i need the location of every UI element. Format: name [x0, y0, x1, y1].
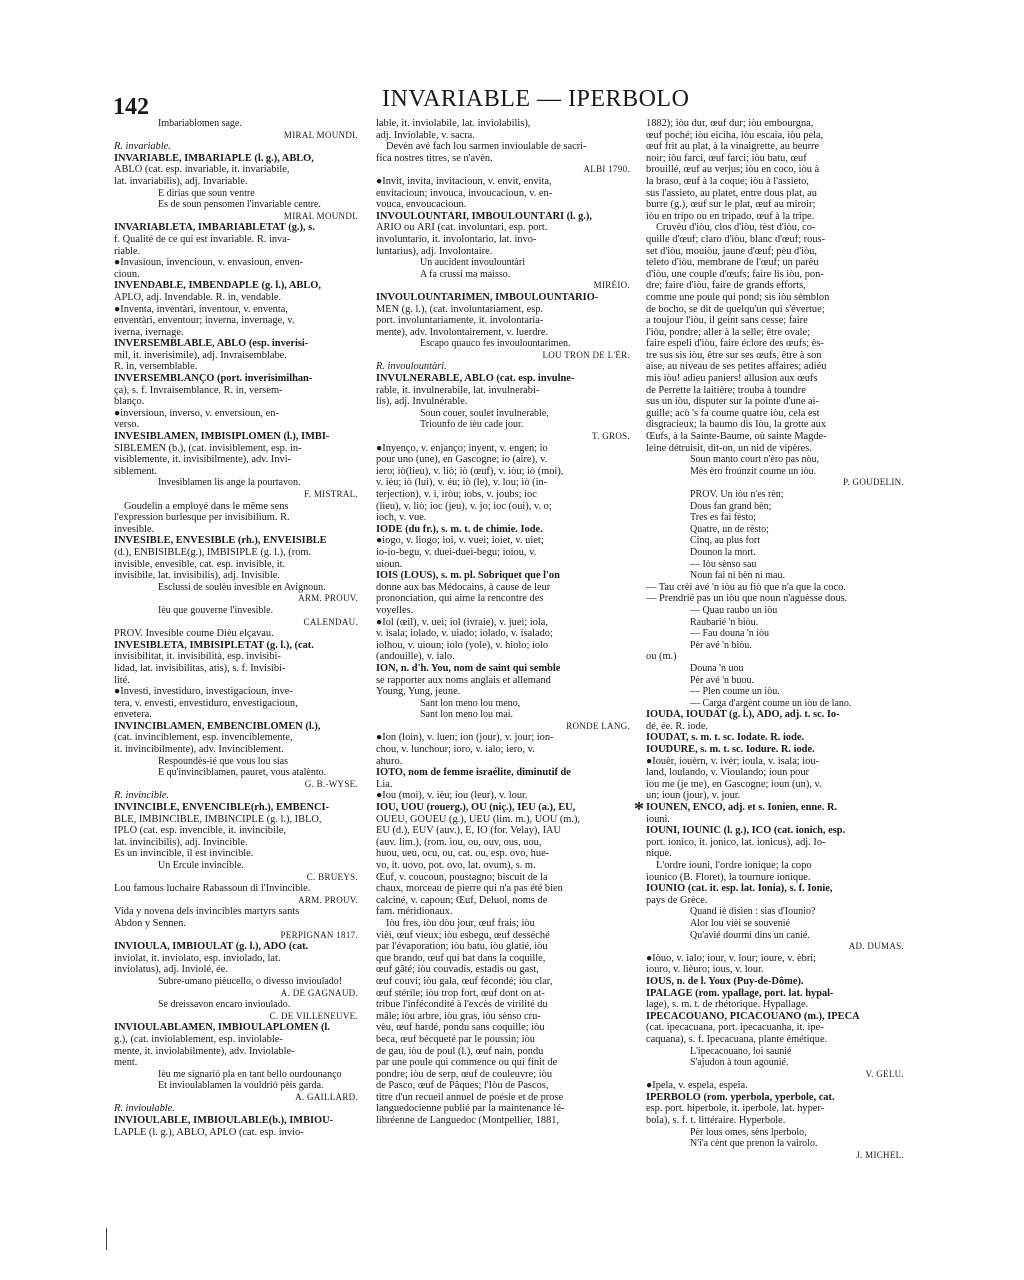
text-line: Mès èro froúnzit coume un iòu. [690, 465, 817, 477]
text-line: A. GAILLARD. [295, 1091, 358, 1102]
text-line: mente, it. inviolabilmente), adv. Inviolable- [114, 1045, 295, 1057]
text-line: INVIOULA, IMBIOULAT (g. l.), ADO (cat. [114, 941, 309, 953]
text-line: RONDE LANG. [566, 720, 630, 731]
text-line: faire espeli d'iòu, faire éclore des œufs; ès- [646, 338, 824, 350]
text-line: ●Iol (œil), v. uei; iol (ivraie), v. juei; iola, [376, 616, 548, 628]
text-line: Devèn avé fach lou sarmen invioulable de sacri- [386, 141, 587, 153]
text-line: de Perrette la laitière; trouba à toundre [646, 384, 806, 396]
text-line: Cruvèu d'iòu, clos d'iòu, tèst d'iòu, co- [656, 222, 816, 234]
text-line: quille d'œuf; claro d'iòu, blanc d'œuf; rous- [646, 233, 826, 245]
edge-tick-bottom-left [106, 1228, 107, 1250]
text-line: Respoundès-ié que vous lou sias [158, 755, 288, 767]
text-line: Subre-umano pièucello, o divesso invioulado! [158, 975, 343, 987]
text-line: lat. invincibilis), adj. Invincible. [114, 836, 248, 848]
text-line: ABLO (cat. esp. invariable, it. invariabile, [114, 164, 290, 176]
text-line: R. invariable. [114, 141, 171, 153]
text-line: PERPIGNAN 1817. [280, 929, 358, 940]
text-line: leine détruisit, dit-on, un nid de vipères. [646, 442, 812, 454]
text-line: LOU TRON DE L'ÈR. [542, 349, 630, 360]
text-line: CALENDAU. [303, 616, 358, 627]
text-line: donne aux bas Médocains, à cause de leur [376, 581, 551, 593]
text-line: io-io-begu, v. duei-duei-begu; ioiou, v. [376, 546, 537, 558]
text-line: Triounfo de ièu cade jour. [420, 419, 524, 431]
text-line: Goudelin a employé dans le même sens [124, 500, 289, 512]
text-line: terjection), v. i, iròu; iobs, v. joubs; ioc [376, 489, 537, 500]
text-line: ●Iou (moi), v. ièu; iou (leur), v. lour. [376, 790, 528, 802]
text-line: iounico (B. Floret), la tournure ionique. [646, 871, 811, 883]
text-line: Tres es fai fèsto; [690, 512, 757, 524]
text-line: envitacioun; invouca, invoucacioun, v. en- [376, 187, 553, 199]
text-line: ION, n. d'h. You, nom de saint qui semble [376, 662, 561, 674]
text-line: se rapporter aux noms anglais et allemand [376, 674, 551, 686]
text-line: ●Ion (loin), v. luen; ion (jour), v. jour; ion- [376, 732, 554, 744]
text-line: land, loulando, v. Vioulando; ioun pour [646, 767, 810, 779]
text-line: Douna 'n uou [690, 662, 744, 674]
text-line: INVESIBLE, ENVESIBLE (rh.), ENVEISIBLE [114, 535, 327, 547]
text-line: Et invioulablamen la vouldrió pèis garda. [158, 1080, 324, 1092]
text-line: INVULNERABLE, ABLO (cat. esp. invulne- [376, 373, 575, 385]
text-line: (lieu), v. liò; ioc (jeu), v. jo; ioc (oui), v. o; [376, 500, 552, 512]
text-line: — Quau raubo un iòu [690, 604, 778, 616]
text-line: vèu, œuf hardé, pondu sans coquille; iòu [376, 1022, 545, 1034]
text-line: riable. [114, 245, 141, 257]
text-line: INVERSEMBLABLE, ABLO (esp. inverisi- [114, 338, 309, 350]
text-line: nique. [646, 848, 672, 860]
text-line: Raubarié 'n biòu. [690, 616, 759, 628]
text-line: vo, it. uovo, pot. ovo, lat. ovum), s. m. [376, 860, 536, 871]
text-line: 1882); iòu dur, œuf dur; iòu embourgna, [646, 118, 814, 129]
text-line: Ièu me signarió pla en tant bello ourdounanço [158, 1068, 342, 1080]
text-line: IOUDURE, s. m. t. sc. Iodure. R. iode. [646, 744, 815, 756]
text-line: port. involuntariamente, it. involontaria- [376, 315, 544, 327]
text-line: tera, v. envesti, envestiduro, envestigacioun, [114, 697, 298, 709]
text-line: T. GROS. [592, 431, 630, 442]
text-line: R. in, versemblable. [114, 361, 198, 373]
text-line: œuf gâté; iòu couvadis, estadis ou gast, [376, 964, 539, 976]
text-line: Vida y novena dels invincibles martyrs sants [114, 906, 300, 918]
text-line: siblement. [114, 465, 157, 477]
text-line: AD. DUMAS. [848, 941, 904, 952]
text-line: IOIS (LOUS), s. m. pl. Sobriquet que l'on [376, 570, 560, 582]
text-line: iouni. [646, 813, 670, 825]
text-line: A. DE GAGNAUD. [280, 987, 358, 998]
text-line: IOTO, nom de femme israélite, diminutif de [376, 767, 571, 779]
text-line: lité. [114, 674, 130, 686]
text-line: IOUNIO (cat. it. esp. lat. Ionia), s. f. Ionie, [646, 883, 833, 895]
text-line: IOUS, n. de l. Youx (Puy-de-Dôme). [646, 975, 804, 987]
text-line: — Plen coume un iòu. [690, 686, 780, 698]
text-line: ioch, v. vue. [376, 512, 427, 524]
text-line: INVINCIBLE, ENVENCIBLE(rh.), EMBENCI- [114, 802, 330, 814]
text-line: par une poule qui commence ou qui finit de [376, 1057, 558, 1069]
text-line: v. ièu; iò (lui), v. éu; iò (le), v. lou; iò (in- [376, 477, 548, 489]
text-line: lat. invariabilis), adj. Invariable. [114, 175, 248, 187]
column-middle [376, 118, 638, 1127]
text-line: R. invioulable. [114, 1103, 175, 1115]
text-line: par l'évaporation; iòu batu, iòu glatié, iòu [376, 941, 548, 953]
text-line: port. ionico, it. jonico, lat. ionicus), adj. Io- [646, 836, 826, 848]
text-line: — Tau crèi avé 'n iòu au fiò que n'a que la coco. [646, 581, 846, 593]
text-line: Ièu que gouverne l'invesible. [158, 604, 274, 616]
text-line: tribue l'infécondité à l'excès de virilité du [376, 999, 548, 1011]
text-line: iòu en tripo ou en tripado, œuf à la tripe. [646, 210, 815, 222]
text-line: œuf poché; iòu eiciha, iòu escaia, iòu pela, [646, 129, 824, 141]
text-line: it. invincibilmente), adv. Invinciblement. [114, 744, 284, 756]
text-line: R. invincible. [114, 790, 170, 802]
text-line: de Pasco, œuf de Pâques; l'Iòu de Pascos, [376, 1080, 549, 1092]
text-line: Abdon y Sennen. [114, 917, 186, 929]
text-line: set d'iòu, mouiòu, jaune d'œuf; pèu d'iòu, [646, 245, 817, 257]
text-line: IPERBOLO (rom. yperbola, yperbole, cat. [646, 1091, 835, 1103]
text-line: g.), (cat. inviolablement, esp. inviolable- [114, 1033, 283, 1045]
text-line: INVESIBLAMEN, IMBISIPLOMEN (l.), IMBI- [114, 431, 330, 443]
text-line: visiblemente, it. invisibilmente), adv. Invi- [114, 454, 292, 466]
text-line: MIRÈIO. [593, 280, 630, 291]
text-line: Dous fan grand bèn; [690, 500, 772, 512]
text-line: INVESIBLETA, IMBISIPLETAT (g. l.), (cat. [114, 639, 314, 651]
text-line: IPLO (cat. esp. invencible, it. invincibile, [114, 825, 286, 837]
text-line: burre (g.), œuf sur le plat, œuf au miroir; [646, 199, 816, 211]
text-line: Sant lon meno lou meno, [420, 697, 521, 709]
text-line: fica nostres titres, se n'avèn. [376, 152, 493, 164]
text-line: IÒU, UÒU (rouerg.), ÒU (niç.), IÉU (a.), ÉU, [376, 802, 576, 814]
text-line: C. DE VILLENEUVE. [269, 1010, 358, 1021]
text-line: IOUDA, IOUDAT (g. l.), ADO, adj. t. sc. Io- [646, 709, 840, 721]
text-line: ●Iòuo, v. ialo; iour, v. lour; ioure, v. èbri; [646, 952, 817, 964]
text-line: titre d'un recueil annuel de poésie et de prose [376, 1091, 564, 1103]
text-line: PROV. Un iòu n'es rèn; [690, 489, 784, 500]
text-line: aise, au niveau de ses petites affaires; adiéu [646, 361, 827, 373]
text-line: R. invoulountàri. [376, 361, 447, 373]
text-line: Alor lou vièi se souvenié [690, 917, 790, 929]
text-line: brouillé, œuf au verjus; iòu en coco, iòu à [646, 164, 820, 176]
text-line: N'i'a cènt que prenon la vairolo. [690, 1138, 818, 1150]
text-line: Cinq, au plus fort [690, 535, 760, 547]
text-line: S'ajudon à toun agounié. [690, 1057, 789, 1069]
text-line: ●Inyenço, v. enjanço; inyent, v. engen; io [376, 442, 548, 454]
text-line: iero; iò(lieu), v. liò; iò (œuf), v. iòu; iò (moi), [376, 465, 564, 477]
text-line: œuf stérile; iòu trop fort, œuf dont on at- [376, 987, 545, 999]
text-line: beca, œuf bécqueté par le poussin; iòu [376, 1033, 535, 1045]
text-line: Esclussi de soulèu invesible en Avignoun. [158, 581, 326, 593]
text-line: Noun fai ni bèn ni mau. [690, 570, 785, 582]
text-line: huou, ueu, ocu, ou, cat. ou, esp. ovo, hue- [376, 848, 550, 860]
text-line: mil, it. inverisimile), adj. Invraisemblabe. [114, 349, 287, 361]
text-line: inviolatus), adj. Inviolé, ée. [114, 964, 228, 976]
text-line: invisibilitat, it. invisibilità, esp. invisibi- [114, 651, 281, 663]
text-line: ça), s. f. Invraisemblance. R. in, versem- [114, 384, 283, 396]
text-line: voyelles. [376, 604, 414, 616]
text-line: dre; faire d'iòu, faire de grands efforts, [646, 280, 806, 292]
text-line: invisible, envesible, cat. esp. invisible, it. [114, 558, 286, 570]
text-line: LAPLE (l. g.), ABLO, APLO (cat. esp. invio- [114, 1126, 304, 1138]
text-line: pour uno (une), en Gascogne; io (aire), v. [376, 454, 548, 466]
text-line: la braso, œuf à la coque; iòu à l'assieto, [646, 175, 809, 187]
text-line: chou, v. lunchour; ioro, v. ialo; iero, v. [376, 744, 535, 756]
text-line: invesible. [114, 523, 155, 535]
text-line: mente), adv. Involontairement, v. luerdre. [376, 326, 549, 338]
text-line: ●iogo, v. liogo; ioi, v. vuei; ioiet, v. uiet; [376, 535, 544, 547]
text-line: bola), s. f. t. littéraire. Hyperbole. [646, 1115, 786, 1127]
text-line: Œufs, à la Sainte-Baume, où sainte Magde- [646, 431, 827, 443]
text-line: L'ordre iouni, l'ordre ionique; la copo [656, 860, 812, 871]
text-line: mis iòu! adieu paniers! allusion aux œufs [646, 373, 818, 385]
text-line: noir; iòu farci, œuf farci; iòu batu, œuf [646, 152, 807, 164]
text-line: ●Inventa, inventàri, inventour, v. enventa, [114, 303, 288, 315]
text-line: vièi, œuf vieux; iòu esbegu, œuf desséché [376, 929, 550, 941]
text-line: Quand iè disien : sias d'Iounio? [690, 906, 816, 918]
text-line: E qu'invinciblamen, pauret, vous atalènto. [158, 767, 327, 779]
text-line: IPECACOUANO, PICACOUANO (m.), IPECA [646, 1010, 860, 1022]
text-line: INVIOULABLE, IMBIOULABLE(b.), IMBIOU- [114, 1115, 334, 1127]
running-head: INVARIABLE — IPERBOLO [382, 86, 690, 112]
text-line: INVOULOUNTÀRI, IMBOULOUNTÀRI (l. g.), [376, 210, 592, 222]
text-line: disgracieux; la baumo dis Iòu, la grotte aux [646, 419, 827, 431]
text-line: F. MISTRAL. [304, 489, 358, 499]
text-line: MIRAL MOUNDI. [283, 210, 358, 221]
text-line: un; ioun (jour), v. jour. [646, 790, 741, 802]
text-line: chaux, morceau de pierre qui n'a pas été bien [376, 883, 563, 895]
text-line: MIRAL MOUNDI. [283, 129, 358, 140]
text-line: ment. [114, 1057, 138, 1069]
text-line: uioun. [376, 558, 403, 570]
text-line: ●Invasioun, invencioun, v. envasioun, enven- [114, 257, 304, 269]
text-line: lidad, lat. invisibilitas, atis), s. f. Invisibi- [114, 662, 286, 674]
text-line: Invesiblamen lis ange la pourtavon. [158, 477, 301, 489]
text-line: adj. Inviolable, v. sacra. [376, 129, 475, 141]
text-line: (cat. invinciblement, esp. invenciblemente, [114, 732, 293, 744]
text-line: Soun couer, soulet invulnerable, [420, 407, 549, 419]
text-line: pondre; iòu de serp, œuf de couleuvre; iòu [376, 1068, 553, 1080]
text-line: dé, ée. R. iode. [646, 720, 709, 732]
text-line: œuf couvi; iòu gala, œuf fécondé; iòu clar, [376, 975, 553, 987]
text-line: SIBLEMEN (b.), (cat. invisiblement, esp. in- [114, 442, 302, 454]
text-line: iou me (je me), en Gascogne; ioun (un), v. [646, 778, 822, 790]
text-line: ●inversioun, inverso, v. enversioun, en- [114, 407, 279, 419]
text-line: mâle; iòu arbre, iòu gras, iòu sènso cru- [376, 1010, 541, 1022]
text-line: ●Invit, invita, invitacioun, v. envit, envita, [376, 175, 552, 187]
text-line: Qu'avié dourmi dins un canié. [690, 929, 810, 941]
column-left [114, 118, 366, 1138]
text-line: P. GOUDELIN. [843, 477, 904, 488]
text-line: BLE, IMBINCIBLE, IMBINCIPLE (g. l.), IBLO, [114, 813, 322, 825]
text-line: iolhou, v. uioun; iolo (yole), v. hiolo; iolo [376, 639, 549, 651]
text-line: Se dreissavon encaro invioulado. [158, 999, 291, 1011]
text-line: rable, it. invulnerabile, lat. invulnerabi- [376, 384, 540, 396]
text-line: libréenne de Languedoc (Montpellier, 1881, [376, 1115, 560, 1127]
text-line: APLO, adj. Invendable. R. in, vendable. [114, 291, 282, 303]
text-line: PROV. Invesible coume Dièu elçavau. [114, 628, 274, 640]
text-line: G. B.-WYSE. [304, 778, 358, 789]
text-line: tre sus sis iòu, être sur ses œufs, être à son [646, 349, 822, 361]
text-line: invisibile, lat. invisibilis), adj. Invisible. [114, 570, 280, 582]
text-line: enventàri, enventour; inverna, invernage, v. [114, 315, 295, 327]
text-line: IOUNEN, ENCO, adj. et s. Ionien, enne. R. [646, 802, 838, 814]
text-line: Sant lon meno lou mai. [420, 709, 514, 721]
text-line: — Carga d'argènt coume un iòu de lano. [690, 697, 852, 709]
text-line: ●Ipela, v. espela, espeia. [646, 1080, 748, 1092]
text-line: v. isala; iolado, v. uiado; iolado, v. isalado; [376, 628, 553, 640]
margin-asterisk: * [634, 798, 644, 820]
text-line: OUÉU, GOUÉU (g.), UÈU (lim. m.), UOU (m.), [376, 813, 581, 825]
text-line: Quatre, un de rèsto; [690, 523, 769, 535]
text-line: ahuro. [376, 755, 403, 767]
text-line: caquana), s. f. Ipecacuana, plante émétique. [646, 1033, 828, 1045]
text-line: V. GELU. [865, 1068, 904, 1079]
text-line: teleto d'iòu, membrane de l'œuf; un parèu [646, 257, 819, 269]
text-line: ARM. PROUV. [298, 593, 358, 604]
text-line: Es de soun pensomen l'invariable centre. [158, 199, 321, 211]
text-line: INVIOULABLAMEN, IMBIOULAPLOMEN (l. [114, 1022, 330, 1034]
text-line: sus un iòu, disputer sur la pointe d'une ai- [646, 396, 820, 408]
text-line: Un Ercule invincible. [158, 860, 244, 871]
text-line: Es un invincible, il est invincible. [114, 848, 254, 860]
text-line: — Iòu sènso sau [690, 558, 757, 570]
text-line: IOUNI, IOUNIC (l. g.), ICO (cat. ionich, esp. [646, 825, 846, 837]
text-line: Imbariablomen sage. [158, 118, 242, 129]
text-line: que brando, œuf qui bat dans la coquille, [376, 952, 546, 964]
text-line: involuntario, it. involontario, lat. invo- [376, 233, 537, 245]
text-line: l'iòu, pondre; aller à la selle; être ovale; [646, 326, 811, 338]
text-line: — Fau douna 'n iòu [690, 628, 770, 640]
text-line: (cat. ipecacuana, port. ipecacuanha, it. ipe- [646, 1022, 824, 1034]
text-line: Un aucident invoulountàri [420, 257, 525, 269]
text-line: ou (m.) [646, 651, 677, 663]
text-line: verso. [114, 419, 140, 431]
text-line: A fa crussi ma maisso. [420, 268, 511, 280]
column-right [646, 118, 912, 1161]
text-line: Lou famous luchaire Rabassoun di l'Invincible. [114, 883, 311, 895]
text-line: Pèr avé 'n biòu. [690, 639, 752, 651]
text-line: d'iòu, une couple d'œufs; faire lis iòu, pon- [646, 268, 824, 280]
text-line: comme une poule qui pond; sis iòu sèmblon [646, 291, 830, 303]
text-line: ●Investi, investiduro, investigacioun, inve- [114, 686, 293, 698]
text-line: calciné, v. capoun; Œuf, Deluol, noms de [376, 894, 548, 906]
text-line: blanço. [114, 396, 145, 408]
text-line: Iòu fres, iòu dòu jour, œuf frais; iòu [386, 917, 535, 929]
text-line: ARM. PROUV. [298, 894, 358, 905]
text-line: — Prendrié pas un iòu que noun n'aguèsse dous. [646, 593, 848, 605]
text-line: J. MICHEL. [856, 1149, 904, 1160]
page-number: 142 [113, 94, 149, 120]
text-line: Soun manto court n'èro pas nòu, [690, 454, 820, 466]
text-line: INVARIABLETA, IMBARIABLETAT (g.), s. [114, 222, 315, 234]
text-line: Escapo quauco fes invoulountarimen. [420, 338, 571, 350]
text-line: a toujour l'iòu, il geint sans cesse; faire [646, 315, 808, 327]
text-line: Œuf, v. coucoun, poustagno; biscuit de la [376, 871, 548, 883]
text-line: vouca, envoucacioun. [376, 199, 467, 211]
text-line: IODE (du fr.), s. m. t. de chimie. Iode. [376, 523, 543, 535]
text-line: INVENDABLE, IMBENDAPLE (g. l.), ABLO, [114, 280, 321, 292]
text-line: INVARIABLE, IMBARIAPLE (l. g.), ABLO, [114, 152, 314, 164]
text-line: ÀRIO ou ÀRI (cat. involuntari, esp. port. [376, 222, 548, 234]
text-line: inviolat, it. inviolato, esp. inviolado, lat. [114, 952, 281, 964]
text-line: ÈU (d.), EUV (auv.), È, IÒ (for. Velay), IAU [376, 825, 562, 837]
text-line: (andouille), v. ialo. [376, 651, 455, 663]
text-line: IPALAGE (rom. ypallage, port. lat. hypal- [646, 987, 834, 999]
text-line: guille; acò 's fa coume quatre iòu, cela est [646, 407, 820, 419]
text-line: Pèr lous omes, sèns lperbolo, [690, 1126, 807, 1138]
text-line: de bocho, se dit de quelqu'un qui s'évertue; [646, 303, 825, 315]
text-line: prononciation, qui aime la rencontre des [376, 593, 544, 605]
text-line: pays de Grèce. [646, 894, 708, 906]
text-line: œuf frit au plat, à la vinaigrette, au beurre [646, 141, 820, 153]
text-line: ALBI 1790. [583, 164, 630, 175]
text-line: cioun. [114, 268, 140, 280]
text-line: INVINCIBLAMEN, EMBENCIBLOMEN (l.), [114, 720, 321, 732]
text-line: luntarius), adj. Involontaire. [376, 245, 493, 257]
text-line: L'ipecacouano, loi saunié [690, 1045, 792, 1057]
text-line: IOUDAT, s. m. t. sc. Iodate. R. iode. [646, 732, 805, 744]
text-line: lage), s. m. t. de rhétorique. Hypallage. [646, 999, 809, 1011]
text-line: (d.), ENBISIBLE(g.), IMBISIPLE (g. l.), (rom. [114, 546, 312, 558]
text-line: Dounon la mort. [690, 546, 756, 558]
text-line: lable, it. inviolabile, lat. inviolabilis), [376, 118, 531, 129]
text-line: ●Iouèr, iouèrn, v. ivèr; ioula, v. isala; iou- [646, 755, 820, 767]
text-line: l'expression burlesque per invisibilium. R. [114, 512, 290, 524]
text-line: sus l'assieto, au platet, entre dous plat, au [646, 187, 817, 199]
text-line: INVOULOUNTARIMEN, IMBOULOUNTARIO- [376, 291, 599, 303]
text-line: de gau, iòu de poul (l.), œuf nain, pondu [376, 1045, 544, 1057]
text-line: E dirias que soun ventre [158, 187, 255, 199]
text-line: envetera. [114, 709, 152, 721]
text-line: Lia. [376, 778, 393, 790]
text-line: MEN (g. l.), (cat. involuntariament, esp. [376, 303, 544, 315]
text-line: f. Qualité de ce qui est invariable. R. inva- [114, 233, 291, 245]
text-line: languedocienne publié par la maintenance lé- [376, 1103, 565, 1115]
text-line: iouro, v. lièuro; ious, v. lour. [646, 964, 764, 976]
text-line: Pèr avé 'n buou. [690, 674, 755, 686]
text-line: fam. méridionaux. [376, 906, 453, 918]
text-line: iverna, ivernage. [114, 326, 184, 338]
text-line: INVERSEMBLANÇO (port. inverisimilhan- [114, 373, 313, 385]
text-line: Young, Yung, jeune. [376, 686, 461, 698]
text-line: C. BRUEYS. [306, 871, 358, 882]
text-line: (auv. lim.), (rom. iou, ou, ouv, ous, uou, [376, 836, 542, 848]
text-line: lis), adj. Invulnérable. [376, 396, 468, 408]
text-line: esp. port. hiperbole, it. iperbole, lat. hyper- [646, 1103, 825, 1115]
